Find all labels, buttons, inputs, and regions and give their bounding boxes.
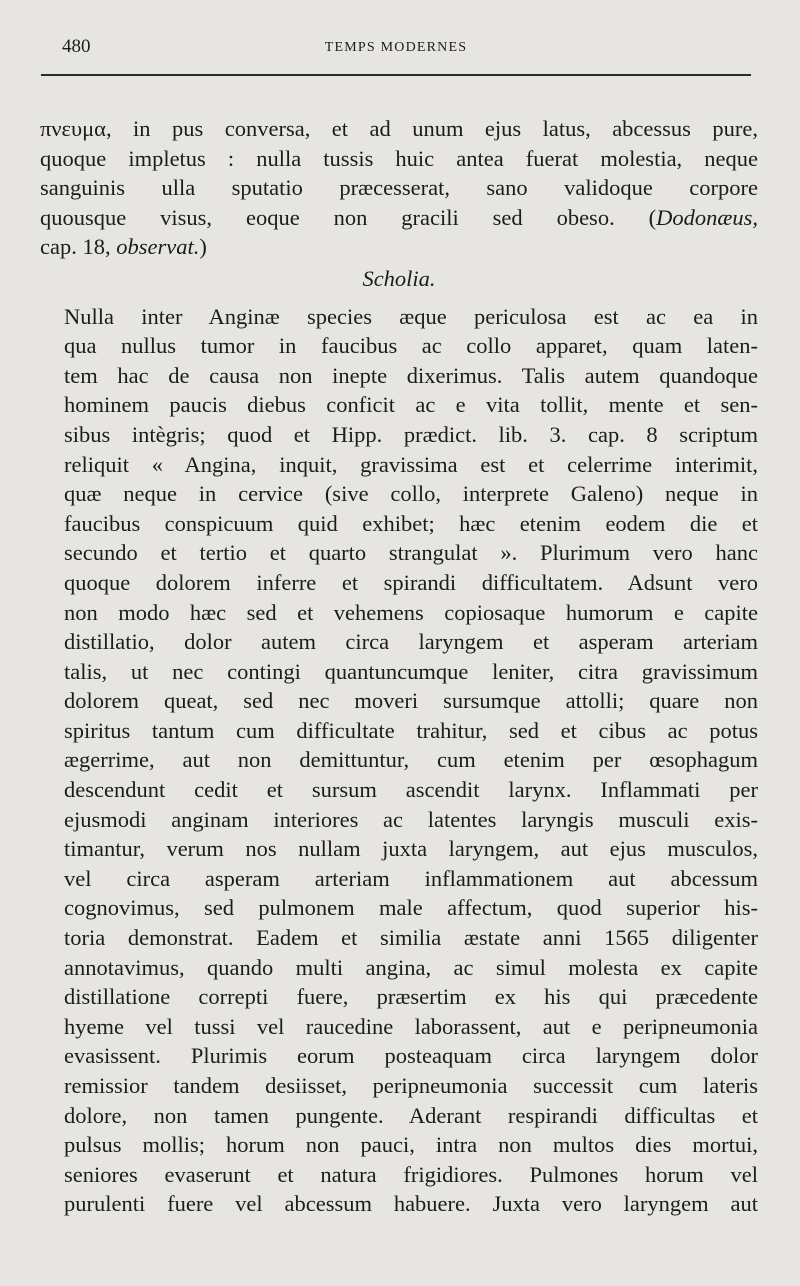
text-line: ejusmodi anginam interiores ac latentes laryngis musculi exis-: [64, 806, 758, 832]
text-line: toria demonstrat. Eadem et similia æstate anni 1565 diligenter: [64, 925, 758, 951]
text-line: dolore, non tamen pungente. Aderant respirandi difficultas et: [64, 1102, 758, 1128]
text-line: secundo et tertio et quarto strangulat ». Plurimum vero hanc: [64, 540, 758, 566]
section-title: Scholia.: [362, 265, 436, 291]
author-name: Dodonæus,: [656, 204, 758, 230]
page-number: 480: [62, 36, 91, 57]
text-line: timantur, verum nos nullam juxta laryngem, aut ejus musculos,: [64, 836, 758, 862]
text-line: dolorem queat, sed nec moveri sursumque attolli; quare non: [64, 688, 758, 714]
text-line: hominem paucis diebus conficit ac e vita tollit, mente et sen-: [64, 392, 758, 418]
paragraph-2: [40, 302, 758, 1219]
paragraph-1: [40, 114, 758, 262]
text-line: seniores evaserunt et natura frigidiores. Pulmones horum vel: [64, 1161, 758, 1187]
text-line: pulsus mollis; horum non pauci, intra non multos dies mortui,: [64, 1132, 758, 1158]
text-line: distillatione correpti fuere, præsertim ex his qui præcedente: [64, 984, 758, 1010]
text-line: descendunt cedit et sursum ascendit larynx. Inflammati per: [64, 777, 758, 803]
text-line: quoque dolorem inferre et spirandi difficultatem. Adsunt vero: [64, 569, 758, 595]
text-line: ægerrime, aut non demittuntur, cum etenim per œsophagum: [64, 747, 758, 773]
text-line: faucibus conspicuum quid exhibet; hæc etenim eodem die et: [64, 510, 758, 536]
text-line: vel circa asperam arteriam inflammationem aut abcessum: [64, 865, 758, 891]
text-line: hyeme vel tussi vel raucedine laborassent, aut e peripneumonia: [64, 1013, 758, 1039]
text-line: sibus intègris; quod et Hipp. prædict. lib. 3. cap. 8 scriptum: [64, 421, 758, 447]
text-line: purulenti fuere vel abcessum habuere. Juxta vero laryngem aut: [64, 1191, 758, 1217]
text-line: quoque impletus : nulla tussis huic antea fuerat molestia, neque: [40, 145, 758, 171]
text-line: non modo hæc sed et vehemens copiosaque humorum e capite: [64, 599, 758, 625]
text-line: Nulla inter Anginæ species æque periculosa est ac ea in: [64, 303, 758, 329]
text-segment: quousque visus, eoque non gracili sed obeso. (: [40, 204, 657, 230]
text-line: [40, 232, 758, 262]
running-head: TEMPS MODERNES: [324, 40, 468, 55]
text-line: annotavimus, quando multi angina, ac simul molesta ex capite: [64, 954, 758, 980]
close-paren: ): [199, 234, 207, 260]
body-text: [40, 114, 758, 1219]
text-line: tem hac de causa non inepte dixerimus. Talis autem quandoque: [64, 362, 758, 388]
text-line: cognovimus, sed pulmonem male affectum, quod superior his-: [64, 895, 758, 921]
text-line: evasissent. Plurimis eorum posteaquam circa laryngem dolor: [64, 1043, 758, 1069]
text-segment: cap. 18,: [40, 234, 117, 260]
page-header: [40, 36, 752, 58]
text-line: reliquit « Angina, inquit, gravissima est et celerrime interimit,: [64, 451, 758, 477]
text-line: spiritus tantum cum difficultate trahitur, sed et cibus ac potus: [64, 717, 758, 743]
text-line: quæ neque in cervice (sive collo, interprete Galeno) neque in: [64, 481, 758, 507]
observat-label: observat.: [116, 234, 200, 260]
text-line: πνευμα, in pus conversa, et ad unum ejus latus, abcessus pure,: [40, 116, 758, 141]
text-line: talis, ut nec contingi quantuncumque leniter, citra gravissimum: [64, 658, 758, 684]
text-line: sanguinis ulla sputatio præcesserat, sano validoque corpore: [40, 175, 758, 201]
header-rule: [41, 74, 751, 76]
text-line: distillatio, dolor autem circa laryngem et asperam arteriam: [64, 629, 758, 655]
text-line: remissior tandem desiisset, peripneumonia successit cum lateris: [64, 1073, 758, 1098]
text-line: qua nullus tumor in faucibus ac collo apparet, quam laten-: [64, 333, 758, 359]
text-line: [40, 203, 758, 233]
